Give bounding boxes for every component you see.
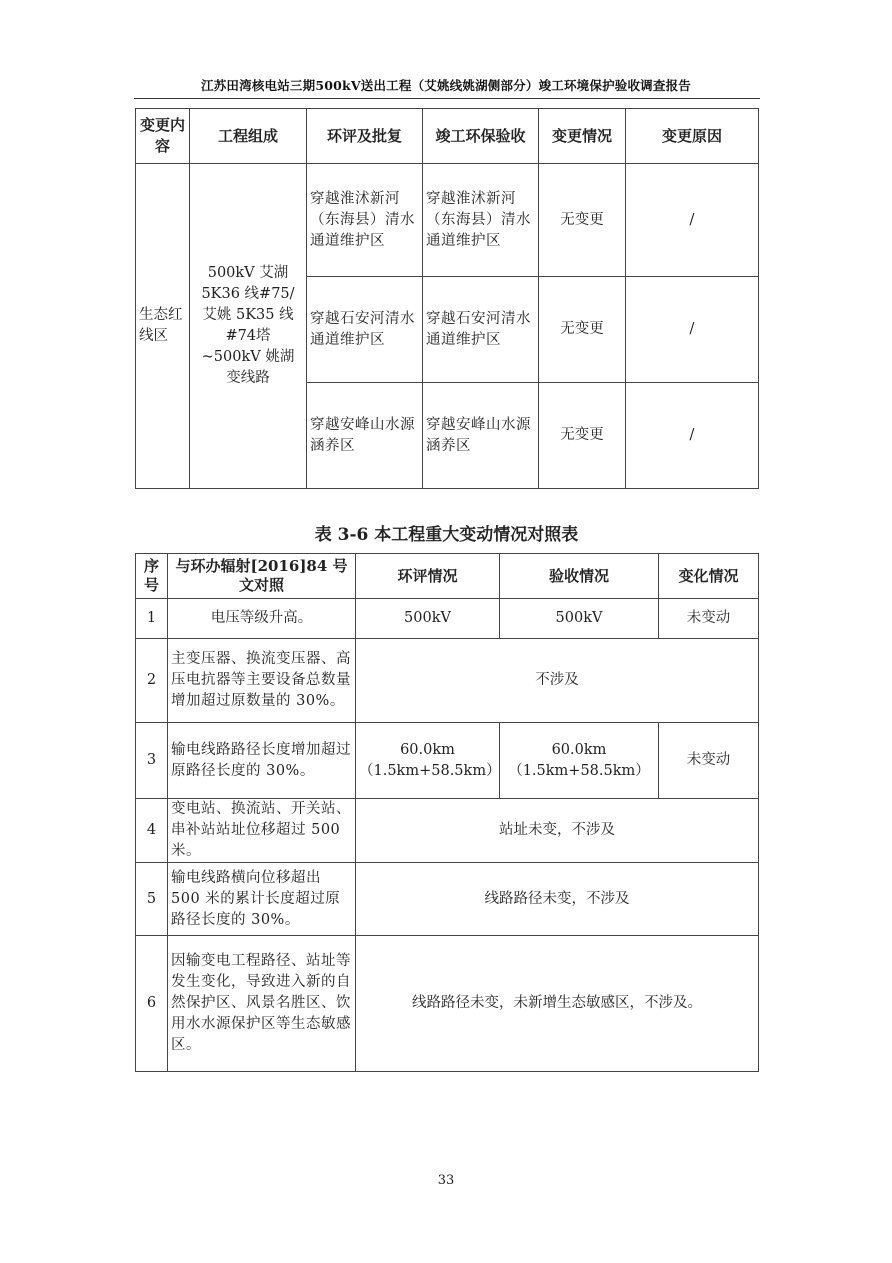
- eia-cell: 穿越石安河清水通道维护区: [307, 277, 423, 383]
- column-header: 序号: [136, 554, 168, 599]
- reason-cell: /: [626, 383, 759, 489]
- merged-result-cell: 不涉及: [356, 639, 759, 723]
- acceptance-cell: [500, 723, 659, 799]
- row-number: 4: [136, 799, 168, 863]
- eia-cell: 穿越淮沭新河（东海县）清水通道维护区: [307, 164, 423, 277]
- merged-result-cell: 线路路径未变，不涉及: [356, 863, 759, 936]
- row-number: 3: [136, 723, 168, 799]
- column-header: 变更内容: [136, 109, 190, 164]
- criterion-cell: 输电线路路径长度增加超过原路径长度的 30%。: [168, 723, 356, 799]
- table-row: [136, 863, 759, 936]
- column-header: 变更情况: [539, 109, 626, 164]
- criterion-cell: 电压等级升高。: [168, 599, 356, 639]
- eia-cell: 穿越安峰山水源涵养区: [307, 383, 423, 489]
- table-row: [136, 799, 759, 863]
- table-row: [136, 936, 759, 1072]
- table-caption: 表 3-6 本工程重大变动情况对照表: [314, 525, 579, 545]
- change-cell: 未变动: [659, 599, 759, 639]
- table-header-row: [136, 554, 759, 599]
- column-header: 工程组成: [190, 109, 307, 164]
- table-row: [136, 164, 759, 277]
- major-change-table: [135, 553, 759, 1072]
- change-cell: 未变动: [659, 723, 759, 799]
- table-header-row: [136, 109, 759, 164]
- page-number: 33: [437, 1173, 455, 1188]
- merged-result-cell: 线路路径未变，未新增生态敏感区，不涉及。: [356, 936, 759, 1072]
- acceptance-length-detail: （1.5km+58.5km）: [508, 762, 650, 779]
- acceptance-cell: 穿越安峰山水源涵养区: [423, 383, 539, 489]
- column-header: 验收情况: [500, 554, 659, 599]
- criterion-cell: 输电线路横向位移超出 500 米的累计长度超过原路径长度的 30%。: [168, 863, 356, 936]
- eia-cell: 500kV: [356, 599, 500, 639]
- column-header: 与环办辐射[2016]84 号文对照: [168, 554, 356, 599]
- document-header: 江苏田湾核电站三期500kV送出工程（艾姚线姚湖侧部分）竣工环境保护验收调查报告: [201, 78, 691, 93]
- criterion-cell: 主变压器、换流变压器、高压电抗器等主要设备总数量增加超过原数量的 30%。: [168, 639, 356, 723]
- column-header: 竣工环保验收: [423, 109, 539, 164]
- change-cell: 无变更: [539, 164, 626, 277]
- row-number: 6: [136, 936, 168, 1072]
- eia-length: 60.0km: [400, 741, 455, 758]
- column-header: 环评及批复: [307, 109, 423, 164]
- column-header: 环评情况: [356, 554, 500, 599]
- header-divider: [134, 98, 760, 99]
- acceptance-cell: 穿越石安河清水通道维护区: [423, 277, 539, 383]
- change-cell: 无变更: [539, 383, 626, 489]
- acceptance-length: 60.0km: [551, 741, 607, 758]
- reason-cell: /: [626, 277, 759, 383]
- change-cell: 无变更: [539, 277, 626, 383]
- table-row: [136, 639, 759, 723]
- column-header: 变更原因: [626, 109, 759, 164]
- acceptance-cell: 500kV: [500, 599, 659, 639]
- component-cell: 500kV 艾湖5K36 线#75/艾姚 5K35 线#74塔~500kV 姚湖变线路: [190, 164, 307, 489]
- eia-length-detail: （1.5km+58.5km）: [359, 762, 501, 779]
- table-row: [136, 723, 759, 799]
- merged-result-cell: 站址未变，不涉及: [356, 799, 759, 863]
- eia-cell: [356, 723, 500, 799]
- table-row: [136, 599, 759, 639]
- change-comparison-table: [135, 108, 759, 489]
- category-cell: 生态红线区: [136, 164, 190, 489]
- reason-cell: /: [626, 164, 759, 277]
- row-number: 1: [136, 599, 168, 639]
- criterion-cell: 因输变电工程路径、站址等发生变化，导致进入新的自然保护区、风景名胜区、饮用水水源保护区等生态敏感区。: [168, 936, 356, 1072]
- acceptance-cell: 穿越淮沭新河（东海县）清水通道维护区: [423, 164, 539, 277]
- row-number: 2: [136, 639, 168, 723]
- row-number: 5: [136, 863, 168, 936]
- criterion-cell: 变电站、换流站、开关站、串补站站址位移超过 500 米。: [168, 799, 356, 863]
- column-header: 变化情况: [659, 554, 759, 599]
